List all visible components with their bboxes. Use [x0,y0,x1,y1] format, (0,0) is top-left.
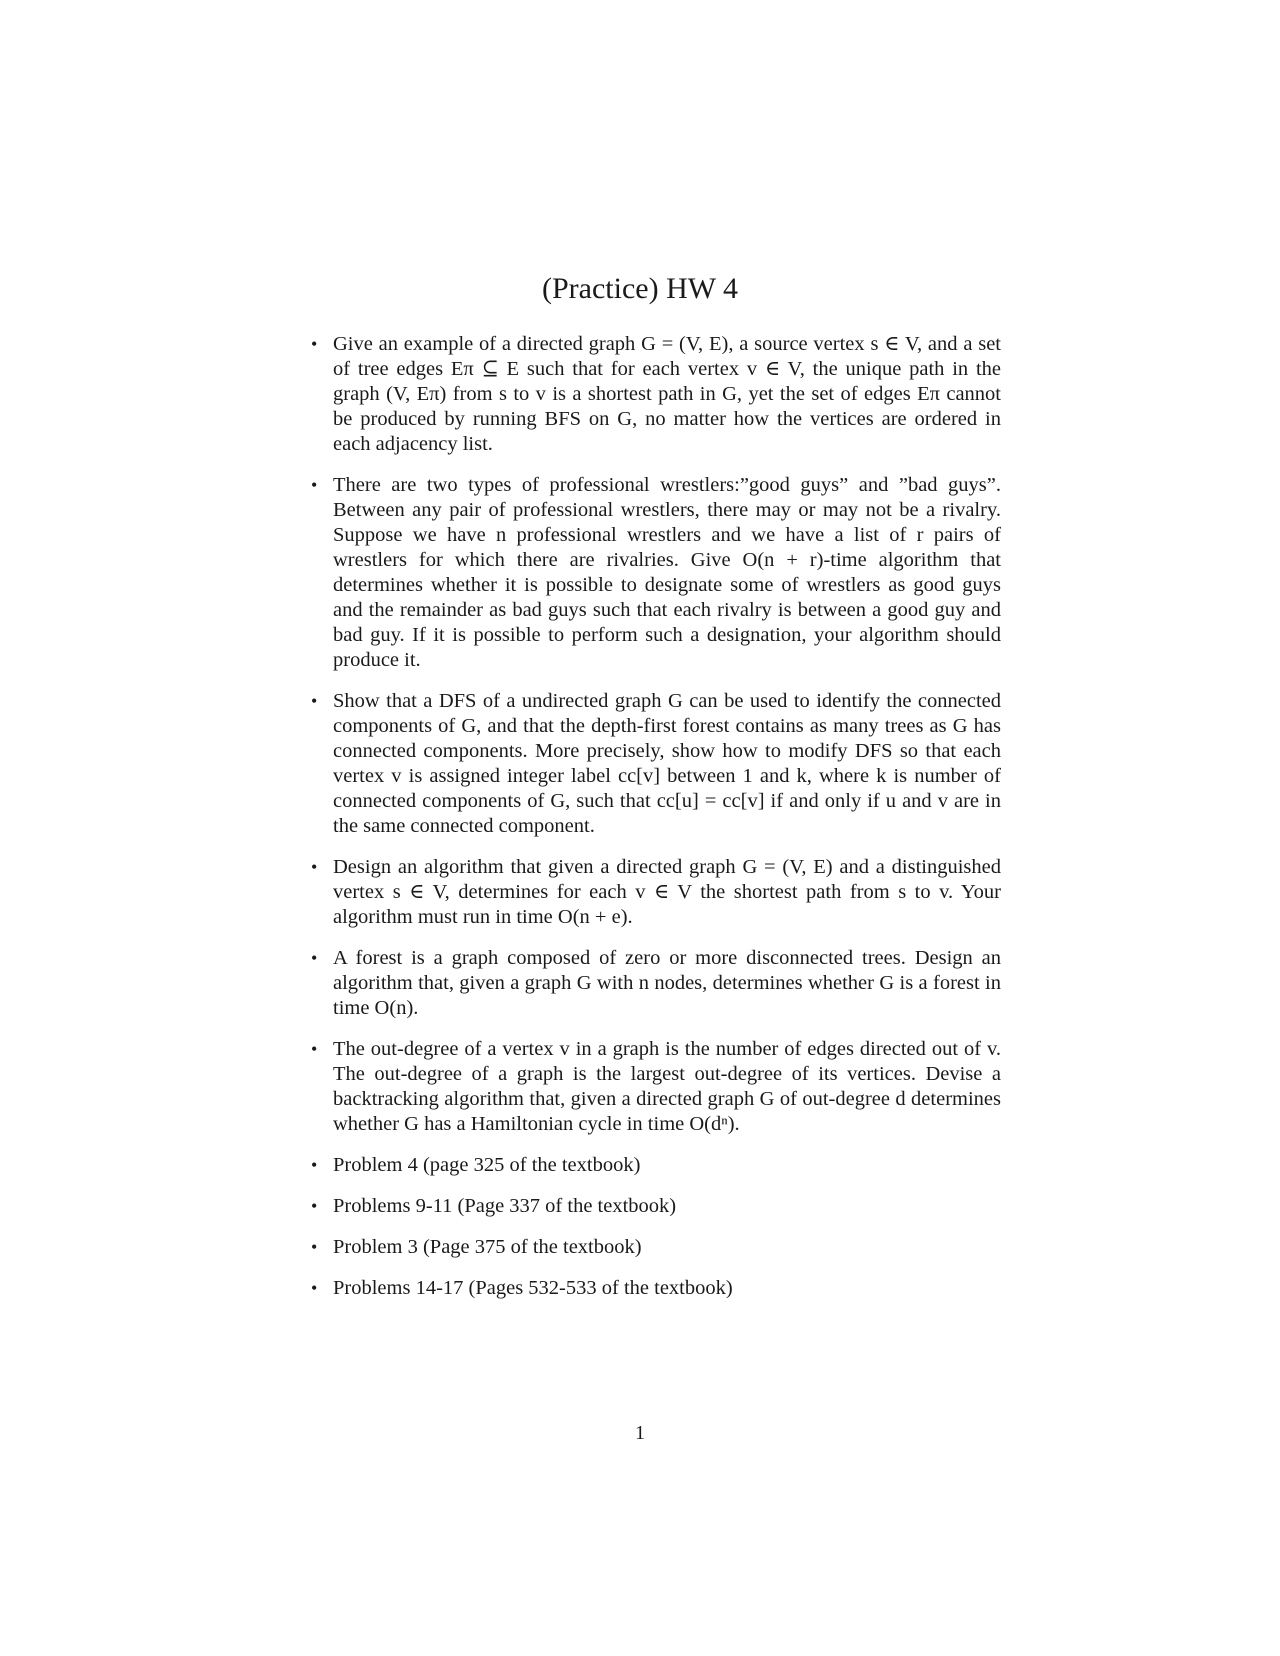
problem-list [311,332,1001,1317]
problem-item [311,1037,1001,1137]
problem-item [311,946,1001,1021]
bullet-icon: • [311,948,318,968]
bullet-icon: • [311,334,318,354]
page-title: (Practice) HW 4 [541,272,739,305]
bullet-icon: • [311,857,318,877]
problem-text: The out-degree of a vertex v in a graph is the number of edges directed out of v. The out-degree of a graph is the largest out-degree of its vertices. Devise a backtracking algorithm that, given a directed graph G of out-degree d determines whether G has a Hamiltonian cycle in time O(dⁿ). [333,1038,1001,1135]
problem-text: Problem 4 (page 325 of the textbook) [333,1154,641,1176]
page-number: 1 [635,1422,645,1444]
problem-text: Problems 14-17 (Pages 532-533 of the textbook) [333,1277,733,1299]
bullet-icon: • [311,1196,318,1216]
problem-text: Problem 3 (Page 375 of the textbook) [333,1236,642,1258]
problem-text: Give an example of a directed graph G = (V, E), a source vertex s ∈ V, and a set of tree edges Eπ ⊆ E such that for each vertex v ∈ V, the unique path in the graph (V, Eπ) from s to v is a shortest path in G, yet the set of edges Eπ cannot be produced by running BFS on G, no matter how the vertices are ordered in each adjacency list. [333,333,1001,455]
problem-item [311,1194,1001,1219]
problem-item [311,1153,1001,1178]
bullet-icon: • [311,1237,318,1257]
bullet-icon: • [311,1039,318,1059]
bullet-icon: • [311,691,318,711]
problem-text: Problems 9-11 (Page 337 of the textbook) [333,1195,677,1217]
problem-item [311,332,1001,457]
problem-item [311,473,1001,673]
problem-item [311,689,1001,839]
problem-text: There are two types of professional wrestlers:”good guys” and ”bad guys”. Between any pair of professional wrestlers, there may or may not be a rivalry. Suppose we have n professional wrestlers and we have a list of r pairs of wrestlers for which there are rivalries. Give O(n + r)-time algorithm that determines whether it is possible to designate some of wrestlers as good guys and the remainder as bad guys such that each rivalry is between a good guy and bad guy. If it is possible to perform such a designation, your algorithm should produce it. [333,474,1001,671]
problem-item [311,1235,1001,1260]
problem-text: Design an algorithm that given a directed graph G = (V, E) and a distinguished vertex s ∈ V, determines for each v ∈ V the shortest path from s to v. Your algorithm must run in time O(n + e). [333,856,1001,928]
bullet-icon: • [311,475,318,495]
problem-text: A forest is a graph composed of zero or more disconnected trees. Design an algorithm that, given a graph G with n nodes, determines whether G is a forest in time O(n). [333,947,1001,1019]
bullet-icon: • [311,1278,318,1298]
problem-text: Show that a DFS of a undirected graph G can be used to identify the connected components of G, and that the depth-first forest contains as many trees as G has connected components. More precisely, show how to modify DFS so that each vertex v is assigned integer label cc[v] between 1 and k, where k is number of connected components of G, such that cc[u] = cc[v] if and only if u and v are in the same connected component. [333,690,1001,837]
bullet-icon: • [311,1155,318,1175]
problem-item [311,855,1001,930]
problem-item [311,1276,1001,1301]
